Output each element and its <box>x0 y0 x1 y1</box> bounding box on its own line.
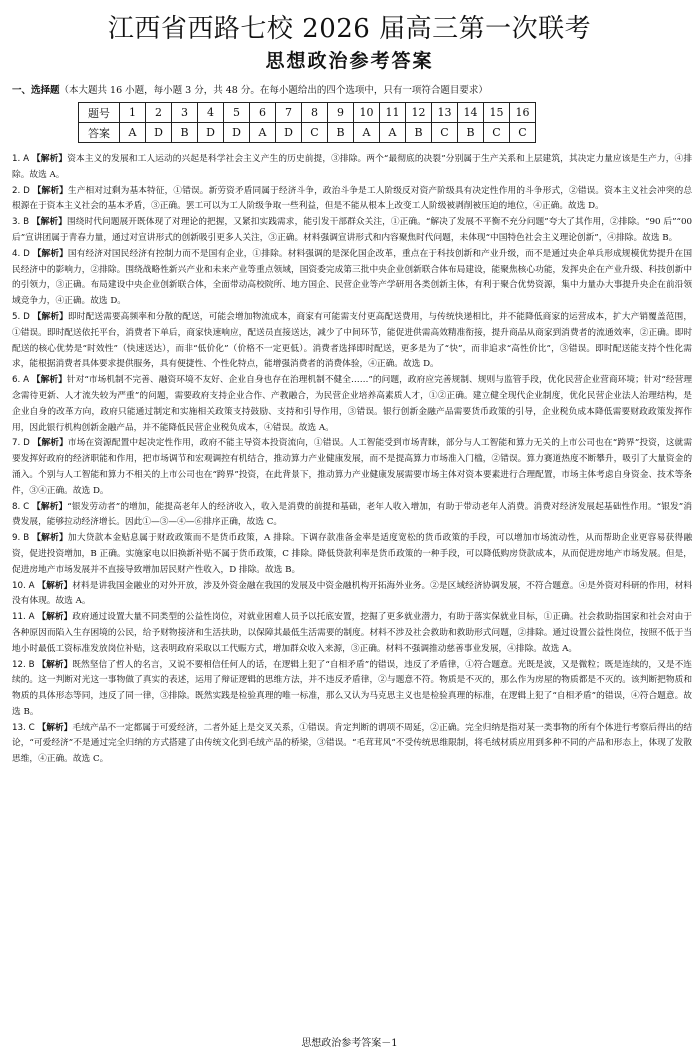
item-number: 8. C <box>12 501 30 512</box>
analysis-tag: 【解析】 <box>32 311 68 322</box>
explanation-item <box>12 152 692 184</box>
item-number: 1. A <box>12 154 30 164</box>
item-text: 市场在资源配置中起决定性作用，政府不能主导资本投资流向，①错误。人工智能受到市场青睐，部分与人工智能和算力无关的上市公司也在“跨界”投资，这就需要发挥好政府的经济职能和作用，把市场调节和宏观调控有机结合，推动算力产业健康发展，而不是提高算力市场准入门槛，②错误。算力赛道热度不断攀升，吸引了大量资金的涌入。个别与人工智能和算力不相关的上市公司也在“跨界”投资，在此背景下，推动算力产业健康发展需要市场主体对资本要素进行合理配置，市场主体考虑自身资金、技术等条件，③④正确。故选 D。 <box>12 438 692 496</box>
item-text: 加大贷款本金贴息属于财政政策而不是货币政策，A 排除。下调存款准备金率是适度宽松的货币政策的手段，可以增加市场流动性，从而帮助企业更容易获得融资，促进投资增加，B 正确。实施家电以旧换新补贴不属于货币政策，C 排除。降低贷款利率是货币政策的一种手段，可以降低购房贷款成本，从而促进房地产市场发展。但是，促进房地产市场发展并不直接导致增加居民财产性收入，D 排除。故选 B。 <box>12 533 693 575</box>
item-number: 10. A <box>12 580 35 591</box>
explanation-item <box>12 721 692 768</box>
item-number: 3. B <box>12 217 30 228</box>
item-text: “银发劳动者”的增加，能提高老年人的经济收入，收入是消费的前提和基础，老年人收入增加，有助于带动老年人消费。消费对经济发展起基础性作用。“银发”消费发展，能够拉动经济增长。因此①—③—④—⑥排序正确，故选 C。 <box>12 501 693 528</box>
item-text: 资本主义的发展和工人运动的兴起是科学社会主义产生的历史前提，③排除。两个“最彻底的决裂”分别属于生产关系和上层建筑，其决定力量应该是生产力，④排除。故选 A。 <box>12 154 693 180</box>
explanation-list <box>12 152 692 768</box>
item-number: 7. D <box>12 438 30 449</box>
item-number: 2. D <box>12 185 30 196</box>
item-number: 12. B <box>12 659 35 670</box>
explanation-item <box>12 500 692 532</box>
item-text: 材料是讲我国金融业的对外开放，涉及外资金融在我国的发展及中资金融机构开拓海外业务。②是区域经济协调发展，不符合题意。④是外资对科研的作用，材料没有体现。故选 A。 <box>12 580 693 607</box>
question-number: 15 <box>484 103 510 123</box>
question-number: 4 <box>198 103 224 123</box>
analysis-tag: 【解析】 <box>32 438 68 449</box>
answer-cell: A <box>380 123 406 143</box>
item-number: 6. A <box>12 375 30 386</box>
analysis-tag: 【解析】 <box>32 501 68 512</box>
item-number: 9. B <box>12 533 30 544</box>
analysis-tag: 【解析】 <box>37 722 73 733</box>
explanation-item <box>12 184 692 216</box>
item-number: 13. C <box>12 722 35 733</box>
analysis-tag: 【解析】 <box>32 248 68 259</box>
explanation-item <box>12 310 692 373</box>
analysis-tag: 【解析】 <box>32 185 68 196</box>
item-text: 针对“市场机制不完善、融资环境不友好、企业自身也存在治理机制不健全……”的问题，政府应完善规制、规则与监管手段，优化民营企业营商环境；针对“经营理念需待更新、人才流失较为严重”的问题，需要政府支持企业合作、产教融合，为民营企业培养高素质人才，①②正确。建立健全现代企业制度，优化民营企业法人治理结构，是企业自身的改革方向，政府只能通过制定和实施相关政策支持鼓励、支持和引导作用，③错误。银行创新金融产品需要货币政策的引导，企业税负成本降低需要财政政策发挥作用，因此银行机构创新金融产品，并不能降低民营企业税负成本，④错误。故选 A。 <box>12 375 693 433</box>
answer-cell: B <box>172 123 198 143</box>
item-text: 国有经济对国民经济有控制力而不是国有企业，①排除。材料强调的是深化国企改革，重点在于科技创新和产业升级，而不是通过央企单兵形成规模优势提升在国民经济中的影响力，②排除。围绕战略性新兴产业和未来产业等重点领域，国资委完成第三批中央企业创新联合体布局建设，能聚焦核心功能，发挥央企在产业升级、科技创新中的引领力，③正确。布局建设中央企业创新联合体，全面带动高校院所、地方国企、民营企业等产学研用各类创新主体，有利于聚合优势资源，集中力量办大事提升央企在前沿领域竞争力，④正确。故选 D。 <box>12 248 693 307</box>
section-label: 一、选择题 <box>12 85 60 96</box>
item-text: 即时配送需要高频率和分散的配送，可能会增加物流成本，商家有可能需支付更高配送费用，与传统快递相比，并不能降低商家的运营成本，扩大产销覆盖范围，①错误。即时配送依托平台，消费者下单后，商家快速响应，配送员直接送达，减少了中间环节，能促进供需高效精准衔接，提升商品从商家到消费者的流通效率，②正确。即时配送的核心优势是“时效性”（快速送达），而非“低价化”（价格不一定更低）。消费者选择即时配送，更多是为了“快”，而非追求“高性价比”，③错误。即时配送能支持个性化需求，能根据消费者具体要求提供服务，具有便捷性、个性化特点，能增强消费者的消费体验，④正确。故选 D。 <box>12 311 693 370</box>
analysis-tag: 【解析】 <box>37 612 73 623</box>
section-heading <box>12 82 692 96</box>
answer-cell: B <box>458 123 484 143</box>
item-text: 政府通过设置大量不同类型的公益性岗位，对就业困难人员予以托底安置，挖掘了更多就业潜力，有助于落实保就业目标，①正确。社会救助指国家和社会对由于各种原因而陷入生存困境的公民，给予财物接济和生活扶助，以保障其最低生活需要的制度。材料不涉及社会救助和救助形式问题，②排除。通过设置公益性岗位，按照不低于当地小时最低工资标准发放岗位补贴，这表明政府采取以工代赈方式，增加群众收入来源，③正确。材料不强调推动慈善事业发展，④排除。故选 A。 <box>12 612 693 654</box>
explanation-item <box>12 436 692 499</box>
question-number: 9 <box>328 103 354 123</box>
question-number: 3 <box>172 103 198 123</box>
document-title: 江西省西路七校 2026 届高三第一次联考 <box>107 14 592 44</box>
question-number: 16 <box>510 103 536 123</box>
explanation-item <box>12 579 692 611</box>
document-subtitle: 思想政治参考答案 <box>265 50 434 72</box>
explanation-item <box>12 247 692 310</box>
section-description: （本大题共 16 小题，每小题 3 分，共 48 分。在每小题给出的四个选项中，只有一项符合题目要求） <box>59 85 488 96</box>
question-number: 11 <box>380 103 406 123</box>
question-number: 13 <box>432 103 458 123</box>
question-number: 5 <box>224 103 250 123</box>
analysis-tag: 【解析】 <box>31 217 67 228</box>
answer-cell: B <box>328 123 354 143</box>
answer-table-number-row <box>79 103 536 123</box>
answer-cell: A <box>354 123 380 143</box>
explanation-item <box>12 373 692 436</box>
answer-cell: C <box>432 123 458 143</box>
analysis-tag: 【解析】 <box>37 659 73 670</box>
explanation-item <box>12 215 692 247</box>
question-number: 2 <box>146 103 172 123</box>
answer-cell: A <box>120 123 146 143</box>
answer-cell: D <box>224 123 250 143</box>
answer-cell: C <box>302 123 328 143</box>
question-number: 6 <box>250 103 276 123</box>
answer-cell: C <box>484 123 510 143</box>
item-text: 生产相对过剩为基本特征，①错误。新劳资矛盾同属于经济斗争，政治斗争是工人阶级反对资产阶级具有决定性作用的斗争形式，②错误。资本主义社会冲突的总根源在于资本主义社会的基本矛盾，③正确。罢工可以为工人阶级争取一些利益，但是不能从根本上改变工人阶级被剥削被压迫的地位，④正确。故选 D。 <box>12 185 693 212</box>
answer-cell: C <box>510 123 536 143</box>
answer-cell: A <box>250 123 276 143</box>
page-footer: 思想政治参考答案－1 <box>301 1038 398 1049</box>
answer-table <box>78 102 536 143</box>
answer-table-answer-row <box>79 123 536 143</box>
answer-cell: D <box>146 123 172 143</box>
question-number-header: 题号 <box>79 103 120 123</box>
question-number: 12 <box>406 103 432 123</box>
item-text: 毛绒产品不一定都属于可爱经济，二者外延上是交叉关系，①错误。肯定判断的谓项不周延，②正确。完全归纳是指对某一类事物的所有个体进行考察后得出的结论，“可爱经济”不是通过完全归纳的方式搭建了由传统文化到毛绒产品的桥梁，③错误。“毛茸茸风”不受传统思维限制，将毛绒材质应用到多种不同的产品和形态上，体现了发散思维，④正确。故选 C。 <box>12 722 693 765</box>
item-number: 4. D <box>12 248 30 259</box>
answer-cell: D <box>198 123 224 143</box>
answer-cell: B <box>406 123 432 143</box>
item-text: 既然坚信了哲人的名言，又说不要相信任何人的话，在逻辑上犯了“自相矛盾”的错误，违反了矛盾律，①符合题意。光既是波，又是微粒；既是连续的，又是不连续的。这一判断对光这一事物做了真实的表述，运用了辩证逻辑的思维方法，并不违反矛盾律，②与题意不符。物质是不灭的，那么作为房屋的物质都是不灭的。该判断把物质和物质的具体形态等同，违反了同一律，③排除。既然实践是检验真理的唯一标准，那么又认为马克思主义也是检验真理的标准，在逻辑上犯了“自相矛盾”的错误，④符合题意。故选 B。 <box>12 659 692 717</box>
analysis-tag: 【解析】 <box>32 533 68 544</box>
question-number: 7 <box>276 103 302 123</box>
analysis-tag: 【解析】 <box>31 375 67 386</box>
explanation-item <box>12 531 692 578</box>
analysis-tag: 【解析】 <box>37 580 73 591</box>
explanation-item <box>12 658 692 721</box>
question-number: 10 <box>354 103 380 123</box>
answer-header: 答案 <box>79 123 120 143</box>
question-number: 8 <box>302 103 328 123</box>
answer-cell: D <box>276 123 302 143</box>
question-number: 1 <box>120 103 146 123</box>
question-number: 14 <box>458 103 484 123</box>
explanation-item <box>12 610 692 657</box>
item-text: 围绕时代问题展开既体现了对理论的把握，又紧扣实践需求，能引发干部群众关注，①正确。“解决了发展不平衡不充分问题”夸大了其作用，②排除。“90 后”“00 后”宣讲团属于青春力量，通过对宣讲形式的创新吸引更多人关注，③正确。材料强调宣讲形式和内容聚焦时代问题，未体现“中国特色社会主义理论创新”，④排除。故选 B。 <box>12 217 693 243</box>
analysis-tag: 【解析】 <box>31 154 68 164</box>
item-number: 5. D <box>12 311 30 322</box>
item-number: 11. A <box>12 612 35 623</box>
